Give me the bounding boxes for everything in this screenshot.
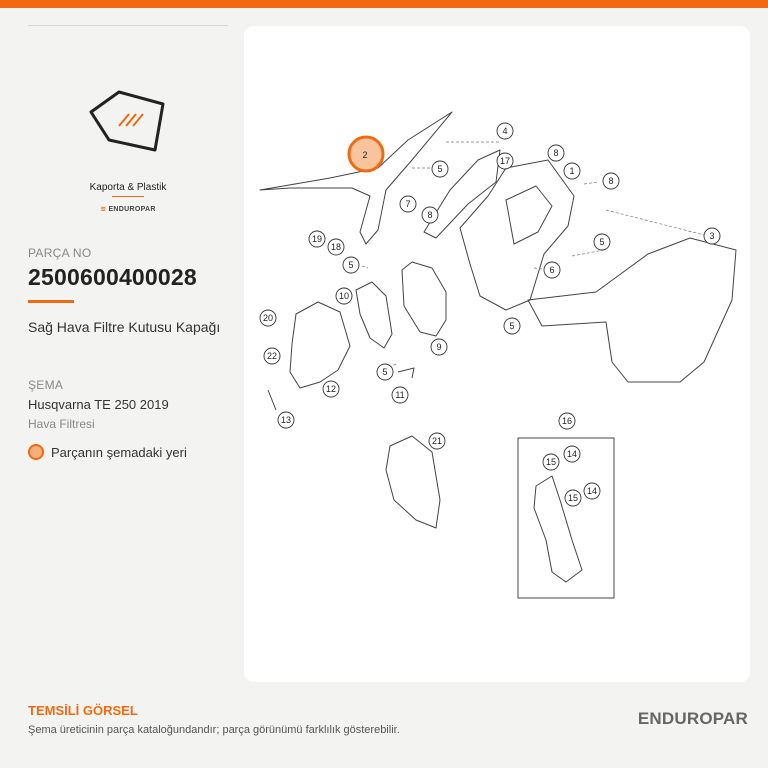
filter-part: [402, 262, 446, 336]
footer-brand: ENDUROPAR: [637, 709, 748, 728]
callout-20: 20: [262, 313, 274, 323]
callout-21: 21: [431, 436, 443, 446]
schema-label: ŞEMA: [28, 378, 64, 392]
callout-3: 3: [709, 231, 715, 241]
top-accent-bar: [0, 0, 768, 8]
airbox-part: [460, 160, 574, 310]
callout-11: 11: [395, 390, 405, 400]
diagram-panel: [244, 26, 750, 682]
category-label: Kaporta & Plastik: [89, 182, 167, 193]
schema-model: Husqvarna TE 250 2019: [28, 397, 169, 412]
callout-14: 14: [566, 449, 578, 459]
category-brand-text: ENDUROPAR: [108, 206, 156, 213]
callout-12: 12: [325, 384, 337, 394]
schema-subcategory: Hava Filtresi: [28, 417, 95, 431]
legend-label: Parçanın şemadaki yeri: [51, 444, 187, 460]
callout-10: 10: [338, 291, 350, 301]
callout-15: 15: [545, 457, 557, 467]
part-number-underline: [28, 300, 74, 303]
footer-note: Şema üreticinin parça kataloğundandır; parça görünümü farklılık gösterebilir.: [28, 724, 400, 736]
part-name: Sağ Hava Filtre Kutusu Kapağı: [28, 319, 221, 335]
brand-mark-icon: ≋: [100, 206, 107, 213]
callout-8: 8: [608, 176, 614, 186]
location-legend: [28, 444, 187, 460]
callout-17: 17: [499, 156, 511, 166]
category-brand: [28, 205, 228, 213]
number-plate-part: [528, 238, 736, 382]
callout-19: 19: [311, 234, 323, 244]
callout-6: 6: [549, 265, 555, 275]
callout-5: 5: [348, 260, 354, 270]
callout-7: 7: [405, 199, 411, 209]
callout-1: 1: [569, 166, 575, 176]
category-card[interactable]: [28, 70, 228, 230]
callout-8: 8: [427, 210, 433, 220]
callout-5: 5: [382, 367, 388, 377]
callout-15: 15: [567, 493, 579, 503]
callout-4: 4: [502, 126, 508, 136]
callout-16: 16: [561, 416, 573, 426]
callout-5: 5: [509, 321, 515, 331]
side-cover-part: [260, 112, 452, 244]
boot-part: [386, 436, 443, 528]
inset-box: [518, 438, 614, 598]
callout-14: 14: [586, 486, 598, 496]
filter-cage-part: [356, 282, 392, 348]
callout-18: 18: [330, 242, 342, 252]
callout-9: 9: [436, 342, 442, 352]
footer-title: TEMSİLİ GÖRSEL: [28, 703, 138, 718]
category-underline: [112, 196, 144, 197]
parts-diagram: [244, 26, 750, 682]
sidebar-divider: [28, 25, 228, 26]
fairing-icon: [83, 80, 173, 160]
intake-duct-part: [290, 302, 350, 388]
callout-5: 5: [437, 164, 443, 174]
part-no-label: PARÇA NO: [28, 246, 92, 260]
callout-22: 22: [266, 351, 278, 361]
callout-5: 5: [599, 237, 605, 247]
callout-13: 13: [280, 415, 292, 425]
legend-marker-icon: [28, 444, 44, 460]
callout-2: 2: [362, 150, 368, 160]
callout-8: 8: [553, 148, 559, 158]
part-number: 2500600400028: [28, 264, 197, 290]
